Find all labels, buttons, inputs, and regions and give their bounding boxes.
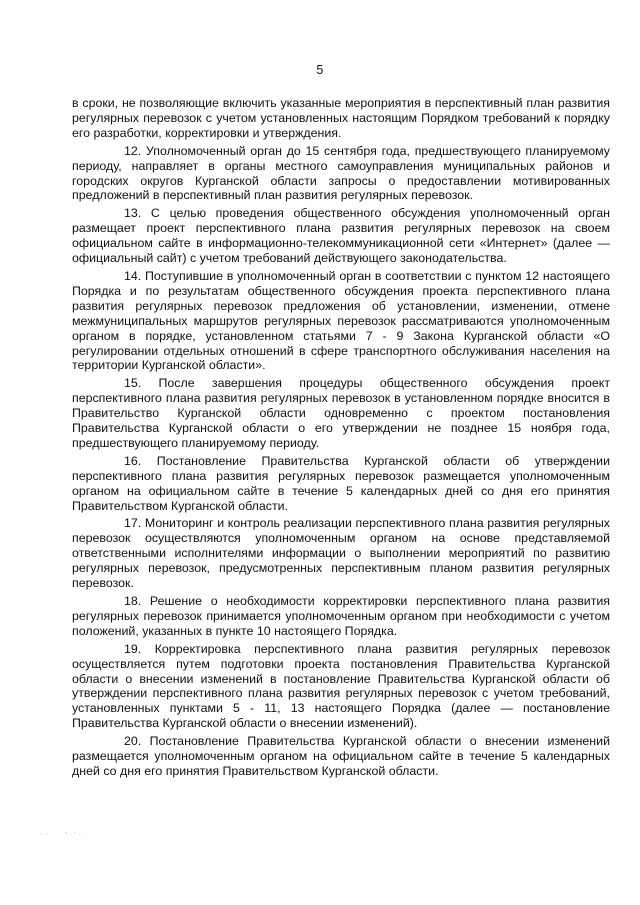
scan-artifact bbox=[38, 829, 108, 837]
paragraph-17: 17. Мониторинг и контроль реализации перспективного плана развития регулярных перевозок осуществляются уполномоченным органом на основе представляемой ответственными исполнителями информации о выполнении мероприятий по развитию регулярных перевозок, предусмотренных перспективным планом развития регулярных перевозок. bbox=[72, 516, 610, 591]
paragraph-14: 14. Поступившие в уполномоченный орган в соответствии с пунктом 12 настоящего Порядка и по результатам общественного обсуждения проекта перспективного плана развития регулярных перевозок предложения об установлении, изменении, отмене межмуниципальных маршрутов регулярных перевозок рассматриваются уполномоченным органом в порядке, установленном статьями 7 - 9 Закона Курганской области «О регулировании отдельных отношений в сфере транспортного обслуживания населения на территории Курганской области». bbox=[72, 268, 610, 373]
page-number: 5 bbox=[316, 63, 324, 77]
paragraph-15: 15. После завершения процедуры общественного обсуждения проект перспективного плана развития регулярных перевозок в установленном порядке вносится в Правительство Курганской области одновременно с проектом постановления Правительства Курганской области о его утверждении не позднее 15 ноября года, предшествующего планируемому периоду. bbox=[72, 376, 610, 450]
paragraph-13: 13. С целью проведения общественного обсуждения уполномоченный орган размещает проект перспективного плана развития регулярных перевозок на своем официальном сайте в информационно-телекоммуникационной сети «Интернет» (далее — официальный сайт) с учетом требований действующего законодательства. bbox=[72, 206, 610, 266]
paragraph-12: 12. Уполномоченный орган до 15 сентября года, предшествующего планируемому периоду, направляет в органы местного самоуправления муниципальных районов и городских округов Курганской области запросы о предоставлении мотивированных предложений в перспективный план развития регулярных перевозок. bbox=[72, 143, 610, 203]
paragraph-continuation: в сроки, не позволяющие включить указанные мероприятия в перспективный план развития регулярных перевозок с учетом установленных настоящим Порядком требований к порядку его разработки, корректировки и утверждения. bbox=[72, 96, 610, 140]
document-body bbox=[72, 96, 610, 782]
paragraph-19: 19. Корректировка перспективного плана развития регулярных перевозок осуществляется путем подготовки проекта постановления Правительства Курганской области о внесении изменений в постановление Правительства Курганской области об утверждении перспективного плана развития регулярных перевозок с учетом требований, установленных пунктами 5 - 11, 13 настоящего Порядка (далее — постановление Правительства Курганской области о внесении изменений). bbox=[72, 641, 610, 731]
paragraph-20: 20. Постановление Правительства Курганской области о внесении изменений размещается уполномоченным органом на официальном сайте в течение 5 календарных дней со дня его принятия Правительством Курганской области. bbox=[72, 734, 610, 778]
paragraph-16: 16. Постановление Правительства Курганской области об утверждении перспективного плана развития регулярных перевозок размещается уполномоченным органом на официальном сайте в течение 5 календарных дней со дня его принятия Правительством Курганской области. bbox=[72, 453, 610, 513]
paragraph-18: 18. Решение о необходимости корректировки перспективного плана развития регулярных перевозок принимается уполномоченным органом при необходимости с учетом положений, указанных в пункте 10 настоящего Порядка. bbox=[72, 594, 610, 638]
